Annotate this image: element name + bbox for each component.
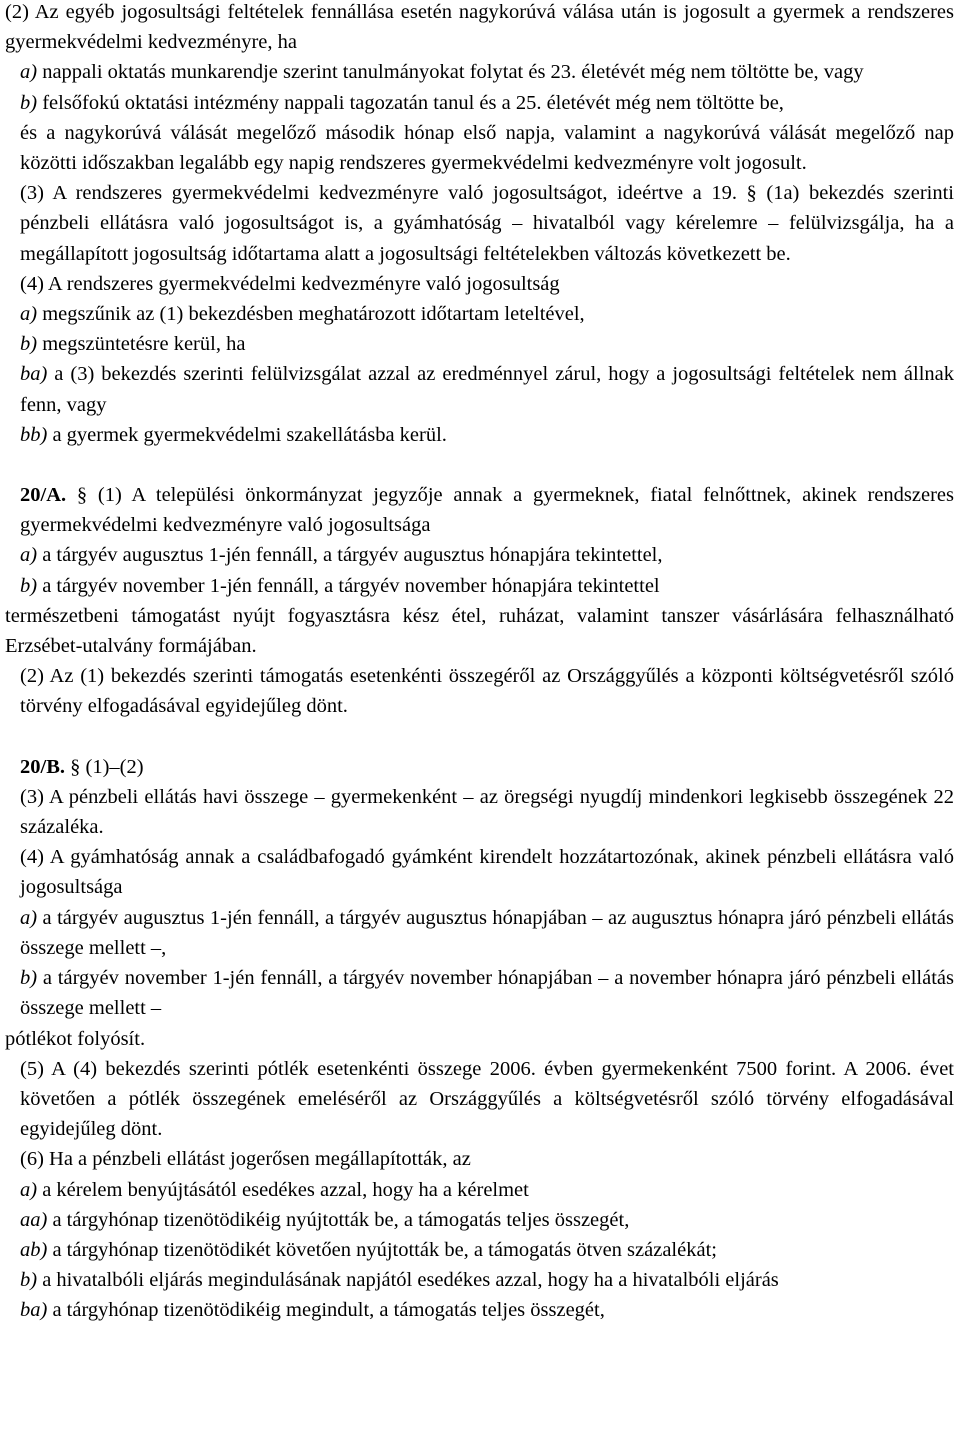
section-20b-item-4a: [5, 903, 954, 963]
section-20a-paragraph-2: (2) Az (1) bekezdés szerinti támogatás esetenkénti összegéről az Országgyűlés a központi költségvetésről szóló törvény elfogadásával egyidejűleg dönt.: [20, 665, 954, 718]
paragraph-3: (3) A rendszeres gyermekvédelmi kedvezményre való jogosultságot, ideértve a 19. § (1a) bekezdés szerinti pénzbeli ellátásra való jogosultságot is, a gyámhatóság – hivatalból vagy kérelemre – felülvizsgálja, ha a megállapított jogosultság időtartama alatt a jogosultsági feltételekben változás következett be.: [20, 182, 954, 265]
item-label: a): [20, 303, 38, 326]
section-20b-item-6aa: [5, 1205, 954, 1235]
spacer: [5, 722, 954, 752]
item-text: a (3) bekezdés szerinti felülvizsgálat azzal az eredménnyel zárul, hogy a jogosultsági feltételek nem állnak fenn, vagy: [20, 363, 954, 416]
section-20b-paragraph-4: (4) A gyámhatóság annak a családbafogadó gyámként kirendelt hozzátartozónak, akinek pénzbeli ellátásra való jogosultsága: [20, 846, 954, 899]
section-20b-paragraph-1: [5, 752, 954, 782]
item-label: b): [20, 574, 38, 597]
item-text: a tárgyév november 1-jén fennáll, a tárgyév november hónapjában – a november hónapra járó pénzbeli ellátás összege mellett –: [20, 967, 954, 1020]
section-20b-paragraph-5: (5) A (4) bekezdés szerinti pótlék esetenkénti összege 2006. évben gyermekenként 7500 forint. A 2006. évet követően a pótlék összegének emeléséről az Országgyűlés a költségvetésről szóló törvény elfogadásával egyidejűleg dönt.: [20, 1057, 954, 1141]
section-20b-item-6ba: [5, 1295, 954, 1325]
section-20a-item-a: [5, 540, 954, 570]
item-text: a hivatalbóli eljárás megindulásának napjától esedékes azzal, hogy ha a hivatalbóli eljárás: [37, 1269, 779, 1292]
item-text: a tárgyhónap tizenötödikéig nyújtották be, a támogatás teljes összegét,: [47, 1208, 630, 1231]
item-text: a tárgyév augusztus 1-jén fennáll, a tárgyév augusztus hónapjában – az augusztus hónapra járó pénzbeli ellátás összege mellett –,: [20, 906, 954, 959]
item-label: aa): [20, 1208, 48, 1231]
section-20b-4-tail: pótlékot folyósít.: [5, 1027, 146, 1050]
paragraph-4a: [5, 299, 954, 329]
item-text: nappali oktatás munkarendje szerint tanulmányokat folytat és 23. életévét még nem töltötte be, vagy: [37, 61, 864, 84]
spacer: [5, 450, 954, 480]
paragraph-2-tail: és a nagykorúvá válását megelőző második hónap első napja, valamint a nagykorúvá válását megelőző nap közötti időszakban legalább egy napig rendszeres gyermekvédelmi kedvezményre volt jogosult.: [20, 121, 954, 175]
paragraph-4: (4) A rendszeres gyermekvédelmi kedvezményre való jogosultság: [20, 272, 560, 295]
section-20a-paragraph-1: [5, 480, 954, 540]
item-label: ba): [20, 1299, 48, 1322]
section-20b-item-6ab: [5, 1235, 954, 1265]
item-label: bb): [20, 423, 48, 446]
item-text: a gyermek gyermekvédelmi szakellátásba kerül.: [47, 423, 447, 446]
item-text: felsőfokú oktatási intézmény nappali tagozatán tanul és a 25. életévét még nem töltötte be,: [37, 91, 784, 114]
item-label: b): [20, 1269, 38, 1292]
paragraph-2a: [5, 57, 954, 87]
item-label: a): [20, 544, 38, 567]
section-20b-item-4b: [5, 963, 954, 1023]
item-label: ba): [20, 363, 48, 386]
section-text: § (1)–(2): [65, 755, 144, 778]
item-text: a kérelem benyújtásától esedékes azzal, hogy ha a kérelmet: [37, 1178, 529, 1201]
section-number: 20/A.: [20, 484, 67, 507]
item-label: b): [20, 333, 38, 356]
item-text: a tárgyhónap tizenötödikét követően nyújtották be, a támogatás ötven százalékát;: [47, 1238, 717, 1261]
paragraph-2: (2) Az egyéb jogosultsági feltételek fennállása esetén nagykorúvá válása után is jogosult a gyermek a rendszeres gyermekvédelmi kedvezményre, ha: [5, 1, 954, 54]
paragraph-4bb: [5, 420, 954, 450]
item-text: megszüntetésre kerül, ha: [37, 333, 246, 356]
item-label: a): [20, 906, 38, 929]
item-label: ab): [20, 1238, 48, 1261]
item-text: a tárgyhónap tizenötödikéig megindult, a támogatás teljes összegét,: [47, 1299, 605, 1322]
paragraph-2b: [5, 88, 954, 118]
item-label: a): [20, 61, 38, 84]
section-text: § (1) A települési önkormányzat jegyzője annak a gyermeknek, fiatal felnőttnek, akinek rendszeres gyermekvédelmi kedvezményre való jogosultsága: [20, 484, 954, 537]
section-20b-paragraph-6: (6) Ha a pénzbeli ellátást jogerősen megállapították, az: [20, 1148, 471, 1171]
item-text: megszűnik az (1) bekezdésben meghatározott időtartam leteltével,: [37, 303, 585, 326]
item-label: b): [20, 967, 38, 990]
section-20b-item-6a: [5, 1175, 954, 1205]
section-20b-paragraph-3: (3) A pénzbeli ellátás havi összege – gyermekenként – az öregségi nyugdíj mindenkori legkisebb összegének 22 százaléka.: [20, 785, 954, 839]
section-20a-item-b: [5, 571, 954, 601]
item-label: b): [20, 91, 38, 114]
paragraph-4ba: [5, 359, 954, 419]
item-text: a tárgyév augusztus 1-jén fennáll, a tárgyév augusztus hónapjára tekintettel,: [37, 544, 663, 567]
item-text: a tárgyév november 1-jén fennáll, a tárgyév november hónapjára tekintettel: [37, 574, 660, 597]
section-number: 20/B.: [20, 755, 65, 778]
section-20a-tail: természetbeni támogatást nyújt fogyasztásra kész étel, ruházat, valamint tanszer vásárlására felhasználható Erzsébet-utalvány formájában.: [5, 604, 954, 658]
section-20b-item-6b: [5, 1265, 954, 1295]
paragraph-4b: [5, 329, 954, 359]
item-label: a): [20, 1178, 38, 1201]
